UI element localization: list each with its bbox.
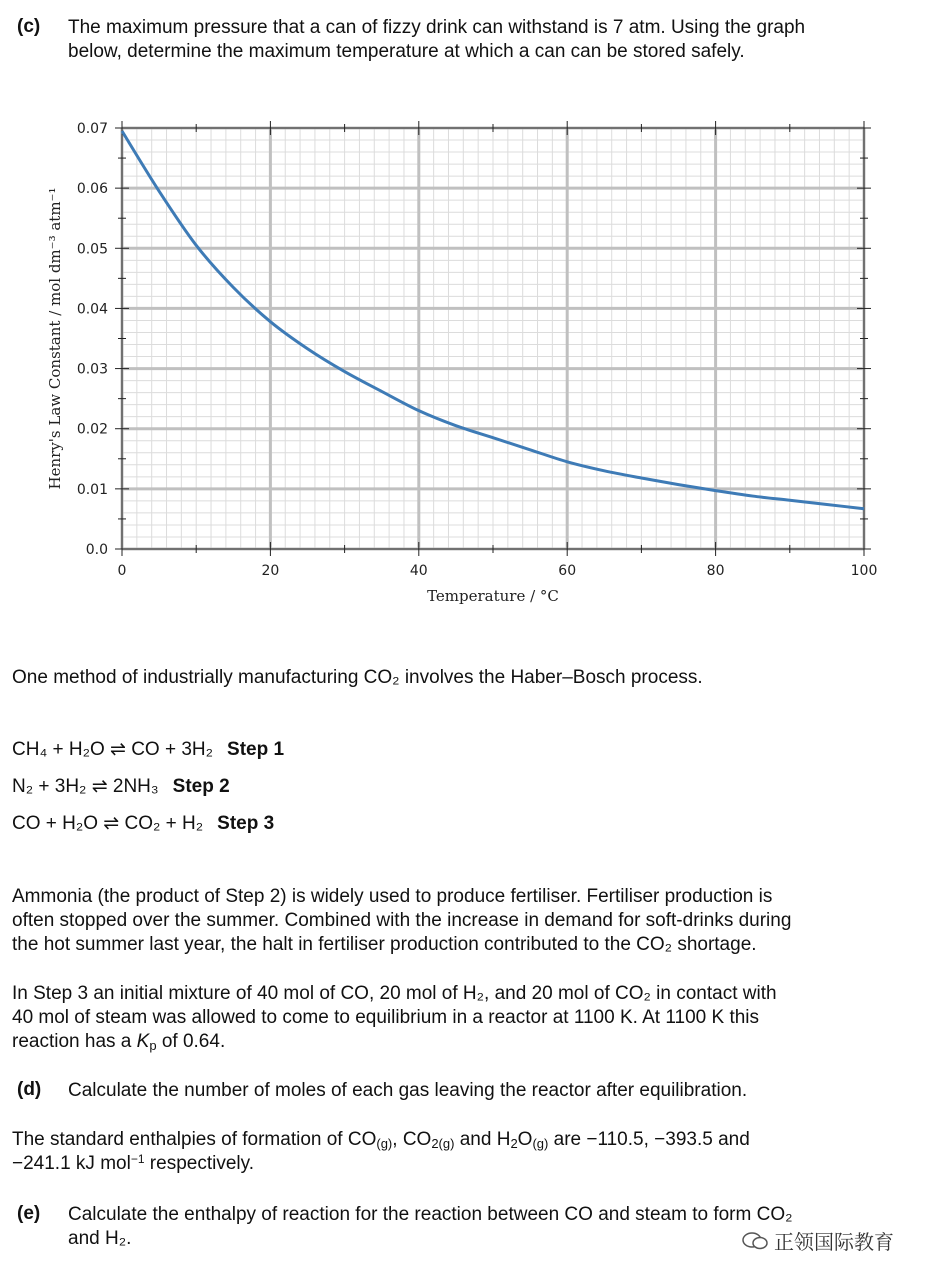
step3-line1: In Step 3 an initial mixture of 40 mol of CO, 20 mol of H₂, and 20 mol of CO₂ in contact with bbox=[12, 983, 777, 1004]
y-tick-label: 0.07 bbox=[76, 121, 108, 137]
henry-law-chart bbox=[0, 110, 926, 610]
x-tick-label: 60 bbox=[558, 563, 577, 579]
equation-text: N₂ + 3H₂ ⇌ 2NH₃ bbox=[12, 776, 159, 797]
step-label: Step 2 bbox=[172, 776, 230, 797]
x-axis-label: Temperature / °C bbox=[427, 587, 559, 605]
part-d-text: Calculate the number of moles of each gas leaving the reactor after equilibration. bbox=[68, 1080, 748, 1101]
y-axis-label: Henry's Law Constant / mol dm⁻³ atm⁻¹ bbox=[46, 187, 64, 490]
step-label: Step 3 bbox=[217, 813, 275, 834]
equation-step-1 bbox=[12, 738, 284, 762]
watermark-text: 正领国际教育 bbox=[774, 1232, 894, 1254]
enthalpy-line1: The standard enthalpies of formation of $CO_{(g)}$, $CO_{2(g)}$ and $H_2O_{(g)}$ are −110.5, −393.5 and bbox=[12, 1129, 750, 1151]
equation-text: CH₄ + H₂O ⇌ CO + 3H₂ bbox=[12, 739, 214, 760]
y-tick-label: 0.04 bbox=[76, 301, 108, 318]
ammonia-line2: often stopped over the summer. Combined with the increase in demand for soft-drinks during bbox=[12, 910, 792, 931]
y-tick-labels bbox=[77, 121, 108, 558]
x-tick-label: 100 bbox=[850, 563, 878, 579]
step3-paragraph bbox=[12, 982, 902, 1054]
ammonia-line1: Ammonia (the product of Step 2) is widely used to produce fertiliser. Fertiliser production is bbox=[12, 886, 773, 907]
watermark bbox=[742, 1226, 894, 1255]
step3-line3: reaction has a $K_p$ of 0.64. bbox=[12, 1031, 226, 1053]
chat-bubble-icon bbox=[742, 1231, 768, 1251]
y-tick-label: 0.02 bbox=[76, 421, 108, 438]
enthalpy-line2: −241.1 kJ mol$^{-1}$ respectively. bbox=[12, 1152, 254, 1174]
y-tick-label: 0.03 bbox=[76, 361, 108, 378]
part-e-label: (e) bbox=[17, 1203, 41, 1224]
part-e-text-line2: and H₂. bbox=[68, 1228, 132, 1249]
y-tick-label: 0.06 bbox=[76, 181, 108, 198]
enthalpy-paragraph bbox=[12, 1128, 902, 1176]
part-c-text-line2: below, determine the maximum temperature at which a can can be stored safely. bbox=[68, 41, 745, 62]
ammonia-paragraph bbox=[12, 885, 902, 957]
part-c-text-line1: The maximum pressure that a can of fizzy drink can withstand is 7 atm. Using the graph bbox=[68, 17, 806, 38]
x-tick-labels bbox=[118, 563, 878, 579]
equation-text: CO + H₂O ⇌ CO₂ + H₂ bbox=[12, 813, 204, 834]
x-tick-label: 20 bbox=[261, 563, 280, 579]
equation-step-2 bbox=[12, 775, 230, 799]
x-tick-label: 40 bbox=[409, 563, 428, 579]
y-tick-label: 0.0 bbox=[85, 542, 108, 558]
part-c-label: (c) bbox=[17, 16, 41, 37]
step3-line2: 40 mol of steam was allowed to come to equilibrium in a reactor at 1100 K. At 1100 K this bbox=[12, 1007, 760, 1028]
ammonia-line3: the hot summer last year, the halt in fertiliser production contributed to the CO₂ shortage. bbox=[12, 934, 757, 955]
intro-text: One method of industrially manufacturing CO₂ involves the Haber–Bosch process. bbox=[12, 667, 703, 688]
equation-step-3 bbox=[12, 812, 274, 836]
x-tick-label: 80 bbox=[706, 563, 725, 579]
step-label: Step 1 bbox=[227, 739, 285, 760]
part-e-text-line1: Calculate the enthalpy of reaction for the reaction between CO and steam to form CO₂ bbox=[68, 1204, 793, 1225]
minor-grid bbox=[122, 128, 864, 549]
y-tick-label: 0.01 bbox=[76, 481, 108, 498]
x-tick-label: 0 bbox=[117, 563, 127, 579]
part-d-label: (d) bbox=[17, 1079, 42, 1100]
y-tick-label: 0.05 bbox=[76, 241, 108, 258]
